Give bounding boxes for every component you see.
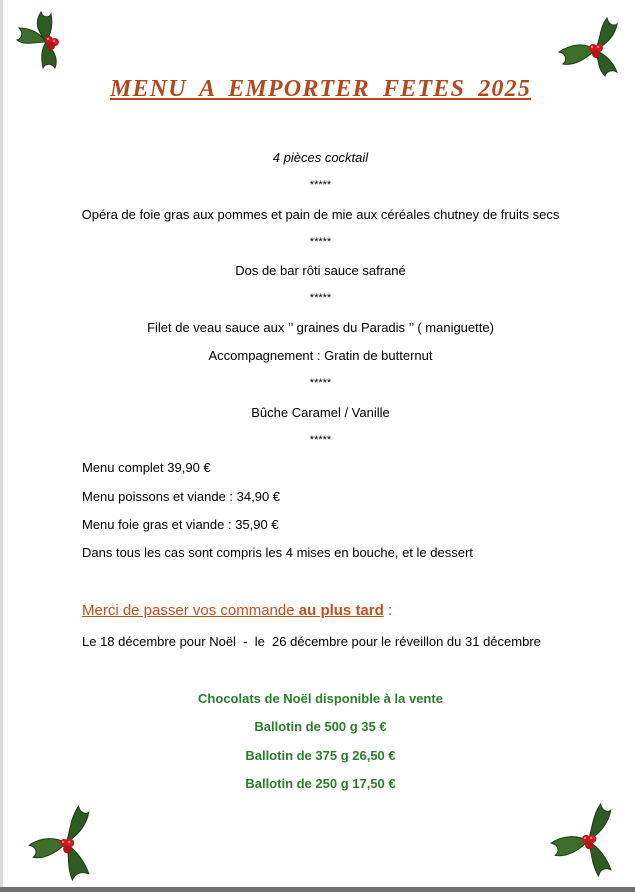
price-note: Dans tous les cas sont compris les 4 mises en bouche, et le dessert — [82, 545, 473, 560]
menu-dessert: Bûche Caramel / Vanille — [251, 405, 390, 420]
chocolates-heading: Chocolats de Noël disponible à la vente — [198, 691, 443, 706]
chocolate-item: Ballotin de 250 g 17,50 € — [245, 776, 396, 791]
separator: ***** — [309, 236, 332, 248]
price-foie-gras-viande: Menu foie gras et viande : 35,90 € — [82, 517, 279, 532]
menu-viande: Filet de veau sauce aux ’’ graines du Paradis ’’ ( maniguette) — [147, 320, 494, 335]
chocolate-item: Ballotin de 375 g 26,50 € — [245, 748, 396, 763]
separator: ***** — [309, 434, 332, 446]
chocolate-item: Ballotin de 500 g 35 € — [254, 719, 387, 734]
holly-icon — [25, 802, 93, 882]
menu-entree: Opéra de foie gras aux pommes et pain de mie aux céréales chutney de fruits secs — [81, 207, 560, 222]
holly-icon — [555, 12, 621, 78]
order-prefix: Merci de passer vos commande — [82, 602, 299, 619]
separator: ***** — [309, 377, 332, 389]
menu-accompagnement: Accompagnement : Gratin de butternut — [208, 348, 433, 363]
price-poissons-viande: Menu poissons et viande : 34,90 € — [82, 489, 281, 504]
page-title: MENU A EMPORTER FETES 2025 — [109, 76, 532, 102]
holly-icon — [547, 802, 615, 878]
order-suffix: : — [383, 602, 393, 619]
bottom-bar — [0, 887, 635, 892]
order-heading — [82, 603, 392, 619]
holly-icon — [13, 6, 79, 72]
separator: ***** — [309, 292, 332, 304]
menu-poisson: Dos de bar rôti sauce safrané — [235, 263, 406, 278]
price-complet: Menu complet 39,90 € — [82, 460, 211, 475]
order-dates: Le 18 décembre pour Noël - le 26 décembre pour le réveillon du 31 décembre — [82, 634, 541, 649]
order-emphasis: au plus tard — [298, 602, 384, 619]
separator: ***** — [309, 179, 332, 191]
menu-cocktail: 4 pièces cocktail — [272, 150, 369, 165]
